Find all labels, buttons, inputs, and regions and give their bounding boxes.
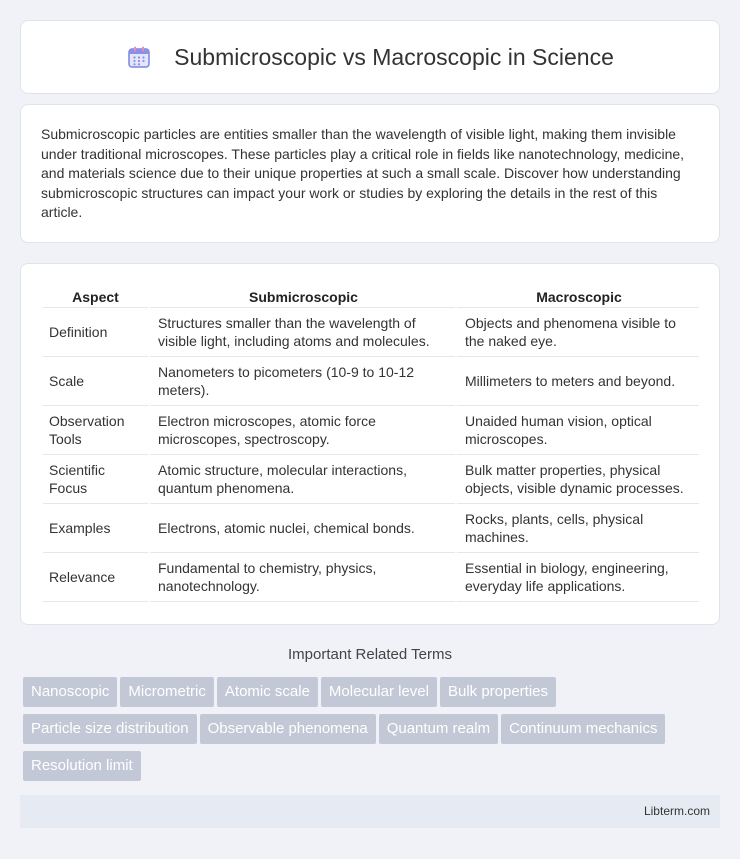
table-row bbox=[43, 553, 699, 602]
table-cell: Atomic structure, molecular interactions, quantum phenomena. bbox=[148, 455, 455, 504]
page-title: Submicroscopic vs Macroscopic in Science bbox=[174, 43, 614, 70]
table-header-row bbox=[43, 286, 699, 308]
intro-text: Submicroscopic particles are entities smaller than the wavelength of visible light, making them invisible under traditional microscopes. These particles play a critical role in fields like nanotechnology, medicine, and materials science due to their unique properties at such a small scale. Discover how understanding submicroscopic structures can impact your work or studies by exploring the details in the rest of this article. bbox=[41, 126, 685, 221]
term-tag[interactable]: Atomic scale bbox=[217, 677, 318, 707]
term-tag[interactable]: Resolution limit bbox=[23, 751, 141, 781]
footer-brand[interactable]: Libterm.com bbox=[643, 804, 710, 818]
table-cell: Electrons, atomic nuclei, chemical bonds. bbox=[148, 504, 455, 553]
table-cell: Scientific Focus bbox=[43, 455, 148, 504]
table-cell: Essential in biology, engineering, everyday life applications. bbox=[455, 553, 699, 602]
term-tag[interactable]: Observable phenomena bbox=[200, 714, 376, 744]
table-row bbox=[43, 504, 699, 553]
footer bbox=[20, 795, 720, 828]
related-terms-list bbox=[23, 677, 723, 788]
table-cell: Structures smaller than the wavelength of visible light, including atoms and molecules. bbox=[148, 308, 455, 357]
comparison-table bbox=[43, 286, 699, 602]
term-tag[interactable]: Micrometric bbox=[120, 677, 214, 707]
column-header: Macroscopic bbox=[455, 286, 699, 308]
table-cell: Millimeters to meters and beyond. bbox=[455, 357, 699, 406]
table-row bbox=[43, 308, 699, 357]
term-tag[interactable]: Nanoscopic bbox=[23, 677, 117, 707]
term-tag[interactable]: Continuum mechanics bbox=[501, 714, 665, 744]
term-tag[interactable]: Bulk properties bbox=[440, 677, 556, 707]
table-cell: Scale bbox=[43, 357, 148, 406]
table-row bbox=[43, 357, 699, 406]
table-cell: Unaided human vision, optical microscopes. bbox=[455, 406, 699, 455]
table-cell: Observation Tools bbox=[43, 406, 148, 455]
column-header: Submicroscopic bbox=[148, 286, 455, 308]
table-cell: Examples bbox=[43, 504, 148, 553]
table-cell: Fundamental to chemistry, physics, nanotechnology. bbox=[148, 553, 455, 602]
calendar-icon bbox=[126, 44, 152, 70]
intro-card bbox=[20, 104, 720, 243]
table-cell: Nanometers to picometers (10-9 to 10-12 meters). bbox=[148, 357, 455, 406]
term-tag[interactable]: Quantum realm bbox=[379, 714, 498, 744]
table-cell: Rocks, plants, cells, physical machines. bbox=[455, 504, 699, 553]
column-header: Aspect bbox=[43, 286, 148, 308]
table-cell: Definition bbox=[43, 308, 148, 357]
term-tag[interactable]: Molecular level bbox=[321, 677, 437, 707]
related-terms-heading: Important Related Terms bbox=[288, 646, 452, 663]
title-card bbox=[20, 20, 720, 94]
table-row bbox=[43, 406, 699, 455]
table-cell: Objects and phenomena visible to the naked eye. bbox=[455, 308, 699, 357]
comparison-card bbox=[20, 263, 720, 625]
term-tag[interactable]: Particle size distribution bbox=[23, 714, 197, 744]
table-cell: Electron microscopes, atomic force microscopes, spectroscopy. bbox=[148, 406, 455, 455]
table-row bbox=[43, 455, 699, 504]
table-cell: Relevance bbox=[43, 553, 148, 602]
table-cell: Bulk matter properties, physical objects, visible dynamic processes. bbox=[455, 455, 699, 504]
